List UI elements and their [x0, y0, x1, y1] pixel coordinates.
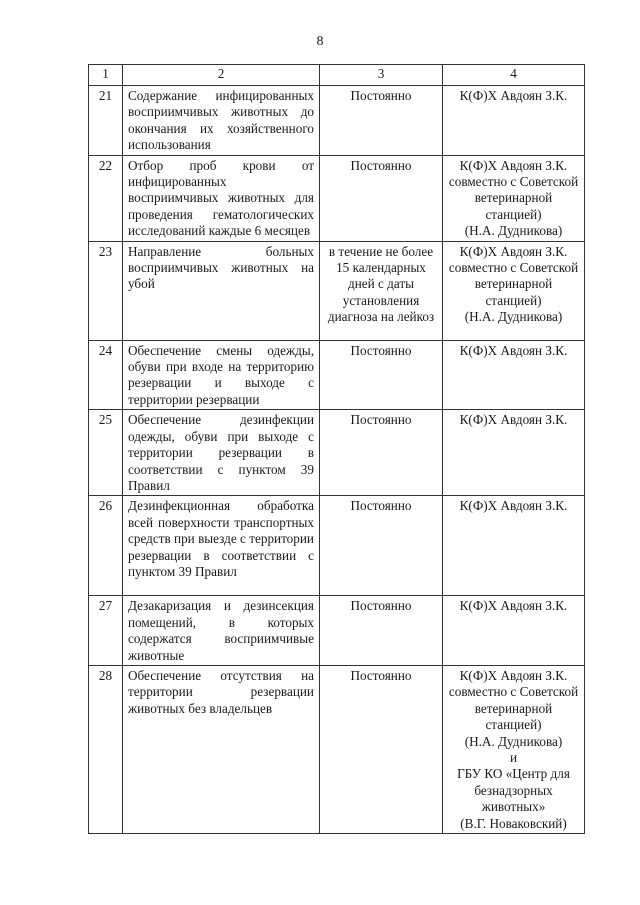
responsible-party [443, 155, 585, 241]
row-number: 23 [89, 241, 123, 340]
responsible-line: (Н.А. Дудникова) [464, 733, 563, 749]
measure-description: Обеспечение отсутствия на территории резервации животных без владельцев [123, 665, 320, 833]
responsible-line: совместно с Советской [448, 260, 579, 276]
measure-period [320, 155, 443, 241]
responsible-line: К(Ф)Х Авдоян З.К. [459, 243, 568, 259]
row-number: 21 [89, 86, 123, 156]
measure-period [320, 665, 443, 833]
period-line: Постоянно [350, 498, 412, 514]
responsible-party [443, 410, 585, 496]
period-line: диагноза на лейкоз [327, 309, 435, 325]
measure-description: Дезакаризация и дезинсекция помещений, в которых содержатся восприимчивые животные [123, 596, 320, 666]
responsible-line: ветеринарной [474, 190, 553, 206]
responsible-line: К(Ф)Х Авдоян З.К. [459, 412, 568, 428]
period-line: дней с даты [348, 276, 414, 292]
page-number: 8 [316, 34, 324, 49]
measure-period [320, 340, 443, 410]
responsible-line: станцией) [485, 292, 542, 308]
row-number: 26 [89, 496, 123, 596]
table-row [89, 155, 585, 241]
responsible-line: К(Ф)Х Авдоян З.К. [459, 88, 568, 103]
period-line: установления [342, 292, 420, 308]
responsible-line: К(Ф)Х Авдоян З.К. [459, 157, 568, 173]
responsible-party [443, 241, 585, 340]
period-line: Постоянно [350, 342, 412, 358]
row-number: 25 [89, 410, 123, 496]
responsible-party [443, 86, 585, 156]
period-line: Постоянно [350, 667, 412, 683]
period-line: Постоянно [350, 157, 412, 173]
measure-period [320, 86, 443, 156]
measure-description: Содержание инфицированных восприимчивых животных до окончания их хозяйственного использования [123, 86, 320, 156]
measure-period [320, 596, 443, 666]
measure-description: Отбор проб крови от инфицированных восприимчивых животных для проведения гематологических исследований каждые 6 месяцев [123, 155, 320, 241]
table-row [89, 241, 585, 340]
table-row [89, 340, 585, 410]
table-row [89, 665, 585, 833]
table-row [89, 496, 585, 596]
column-header: 1 [89, 65, 123, 86]
responsible-line: К(Ф)Х Авдоян З.К. [459, 342, 568, 358]
period-line: 15 календарных [336, 260, 426, 276]
table-row [89, 86, 585, 156]
table-row [89, 410, 585, 496]
measure-description: Обеспечение смены одежды, обуви при входе на территорию резервации и выходе с территории резервации [123, 340, 320, 410]
responsible-line: животных» [481, 799, 546, 815]
measure-description: Дезинфекционная обработка всей поверхности транспортных средств при выезде с территории резервации в соответствии с пунктом 39 Правил [123, 496, 320, 596]
measures-table [88, 64, 585, 834]
period-line: Постоянно [350, 88, 412, 103]
row-number: 22 [89, 155, 123, 241]
row-number: 24 [89, 340, 123, 410]
table-header-row [89, 65, 585, 86]
responsible-line: ветеринарной [474, 700, 553, 716]
period-line: Постоянно [350, 598, 412, 614]
table-row [89, 596, 585, 666]
period-line: Постоянно [350, 412, 412, 428]
responsible-line: (В.Г. Новаковский) [460, 815, 567, 831]
responsible-line: совместно с Советской [448, 174, 579, 190]
row-number: 28 [89, 665, 123, 833]
responsible-line: и [509, 749, 518, 765]
responsible-line: станцией) [485, 717, 542, 733]
measure-description: Направление больных восприимчивых животных на убой [123, 241, 320, 340]
measure-period [320, 241, 443, 340]
responsible-party [443, 340, 585, 410]
responsible-line: К(Ф)Х Авдоян З.К. [459, 498, 568, 514]
responsible-line: К(Ф)Х Авдоян З.К. [459, 598, 568, 614]
responsible-line: совместно с Советской [448, 684, 579, 700]
responsible-line: ветеринарной [474, 276, 553, 292]
measure-period [320, 410, 443, 496]
responsible-line: станцией) [485, 206, 542, 222]
column-header: 2 [123, 65, 320, 86]
period-line: в течение не более [328, 243, 434, 259]
column-header: 4 [443, 65, 585, 86]
row-number: 27 [89, 596, 123, 666]
measure-period [320, 496, 443, 596]
responsible-party [443, 596, 585, 666]
column-header: 3 [320, 65, 443, 86]
responsible-party [443, 665, 585, 833]
responsible-line: (Н.А. Дудникова) [464, 223, 563, 239]
responsible-line: безнадзорных [474, 782, 553, 798]
responsible-line: К(Ф)Х Авдоян З.К. [459, 667, 568, 683]
responsible-party [443, 496, 585, 596]
measure-description: Обеспечение дезинфекции одежды, обуви при выходе с территории резервации в соответствии с пунктом 39 Правил [123, 410, 320, 496]
responsible-line: (Н.А. Дудникова) [464, 309, 563, 325]
responsible-line: ГБУ КО «Центр для [457, 766, 570, 782]
